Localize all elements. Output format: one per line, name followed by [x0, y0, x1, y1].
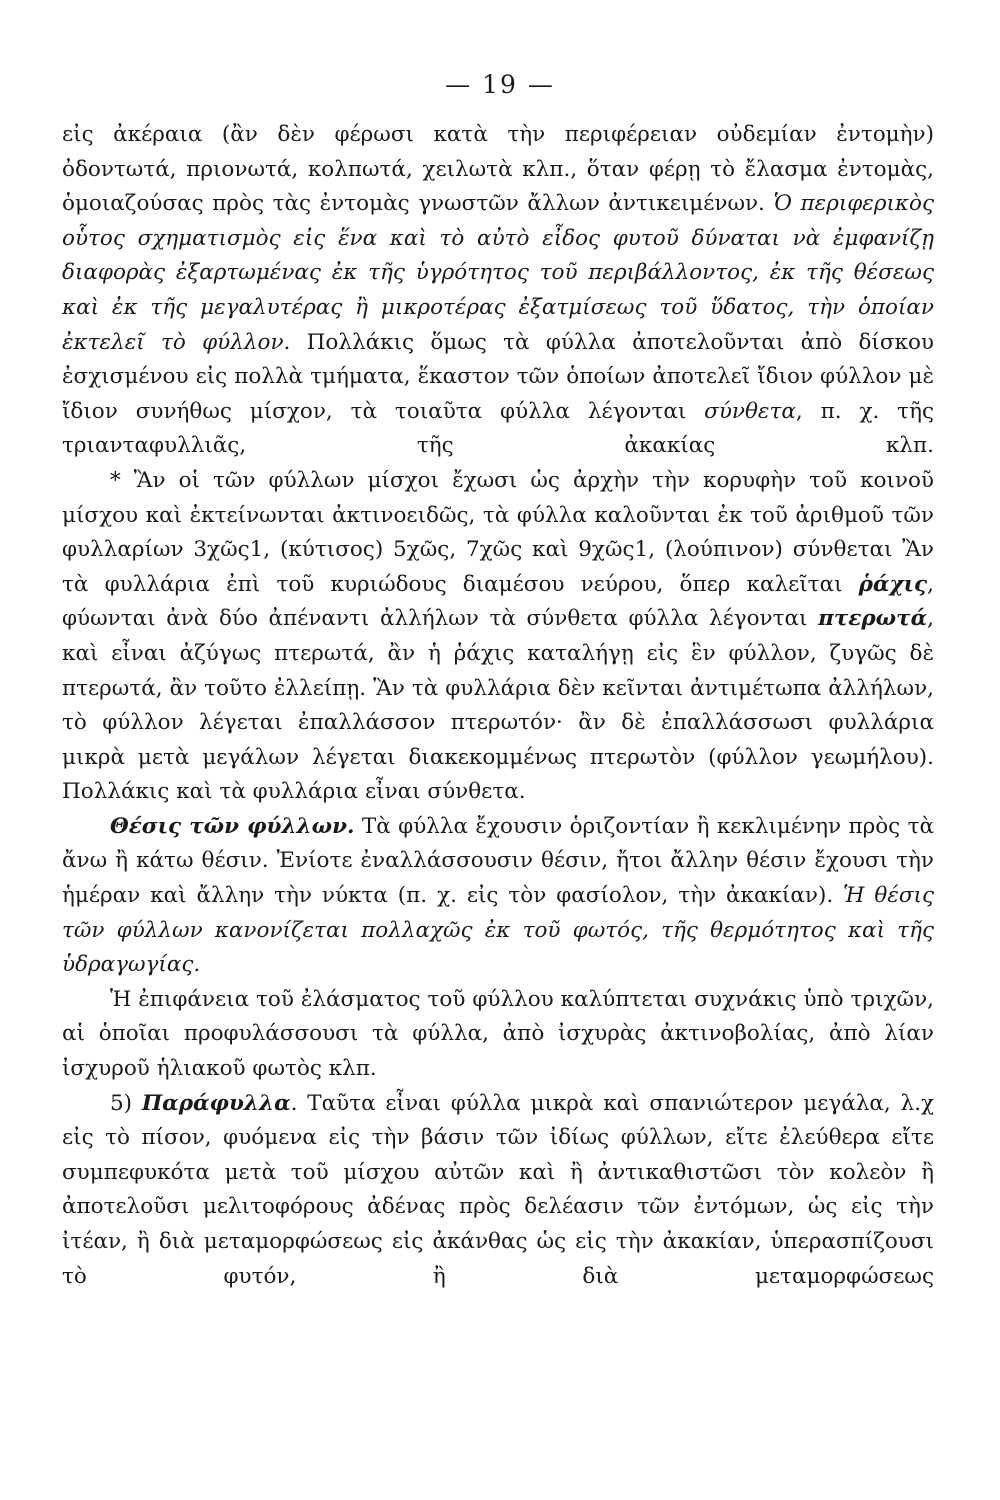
text-span: Τὰ φύλλα ἔχουσιν ὁριζοντίαν ἢ κεκλιμένην πρὸς τὰ ἄνω ἢ κάτω θέσιν. Ἐνίοτε ἐναλλάσσουσιν θέσιν, ἤτοι ἄλλην θέσιν ἔχουσι τὴν ἡμέραν καὶ ἄλλην τὴν νύκτα (π. χ. εἰς τὸν φασίολον, τὴν ἀκακίαν). — [62, 813, 935, 909]
term-rachis: ῥάχις — [858, 571, 928, 597]
paragraph-leaf-position — [62, 810, 934, 983]
text-span-italic: σύνθετα — [704, 398, 796, 424]
section-heading: Θέσις τῶν φύλλων. — [110, 813, 355, 839]
text-span: , καὶ εἶναι ἀζύγως πτερωτά, ἂν ἡ ῥάχις καταλήγῃ εἰς ἓν φύλλον, ζυγῶς δὲ πτερωτά, ἂν τοῦτο ἐλλείπῃ. Ἂν τὰ φυλλάρια δὲν κεῖνται ἀντιμέτωπα ἀλλήλων, τὸ φύλλον λέγεται ἐπαλλάσσον πτερωτόν· ἂν δὲ ἐπαλλάσσωσι φυλλάρια μικρὰ μετὰ μεγάλων λέγεται διακεκομμένως πτερωτὸν (φύλλον γεωμήλου). Πολλάκις καὶ τὰ φυλλάρια εἶναι σύνθετα. — [62, 606, 934, 805]
text-span: , φύωνται ἀνὰ δύο ἀπέναντι ἀλλήλων τὰ σύνθετα φύλλα λέγονται — [62, 571, 934, 632]
text-span-italic: Ἡ θέσις τῶν φύλλων κανονίζεται πολλαχῶς ἐκ τοῦ φωτός, τῆς θερμότητος καὶ τῆς ὑδραγωγίας. — [62, 883, 934, 978]
list-number: 5) — [110, 1090, 142, 1116]
text-span: Ἡ ἐπιφάνεια τοῦ ἐλάσματος τοῦ φύλλου καλύπτεται συχνάκις ὑπὸ τριχῶν, αἱ ὁποῖαι προφυλάσσουσι τὰ φύλλα, ἀπὸ ἰσχυρὰς ἀκτινοβολίας, ἀπὸ λίαν ἰσχυροῦ ἡλιακοῦ φωτὸς κλπ. — [62, 986, 934, 1082]
body-text — [62, 118, 934, 1294]
page-number: — 19 — — [445, 70, 555, 99]
text-span: εἰς ἀκέραια (ἂν δὲν φέρωσι κατὰ τὴν περιφέρειαν οὐδεμίαν ἐντομὴν) ὀδοντωτά, πριονωτά, κολπωτά, χειλωτὰ κλπ., ὅταν φέρῃ τὸ ἔλασμα ἐντομὰς, ὁμοιαζούσας πρὸς τὰς ἐντομὰς γνωστῶν ἄλλων ἀντικειμένων. — [62, 122, 934, 217]
paragraph-leaf-margins — [62, 118, 934, 464]
text-span-italic: Ὁ περιφερικὸς οὗτος σχηματισμὸς εἰς ἕνα καὶ τὸ αὐτὸ εἶδος φυτοῦ δύναται νὰ ἐμφανίζῃ διαφορὰς ἐξαρτωμένας ἐκ τῆς ὑγρότητος τοῦ περιβάλλοντος, ἐκ τῆς θέσεως καὶ ἐκ τῆς μεγαλυτέρας ἢ μικροτέρας ἐξατμίσεως τοῦ ὕδατος, τὴν ὁποίαν ἐκτελεῖ τὸ φύλλον. — [62, 191, 935, 355]
paragraph-leaf-surface — [62, 983, 934, 1087]
text-span: * Ἂν οἱ τῶν φύλλων μίσχοι ἔχωσι ὡς ἀρχὴν τὴν κορυφὴν τοῦ κοινοῦ μίσχου καὶ ἐκτείνωνται ἀκτινοειδῶς, τὰ φύλλα καλοῦνται ἐκ τοῦ ἀριθμοῦ τῶν φυλλαρίων 3χῶς1, (κύτισος) 5χῶς, 7χῶς καὶ 9χῶς1, (λούπινον) σύνθεται Ἂν τὰ φυλλάρια ἐπὶ τοῦ κυριώδους διαμέσου νεύρου, ὅπερ καλεῖται — [62, 467, 934, 597]
text-span: , π. χ. τῆς τριανταφυλλιᾶς, τῆς ἀκακίας κλπ. — [62, 398, 934, 459]
term-pterota: πτερωτά — [818, 606, 928, 632]
text-span: . Ταῦτα εἶναι φύλλα μικρὰ καὶ σπανιώτερον μεγάλα, λ.χ εἰς τὸ πίσον, φυόμενα εἰς τὴν βάσιν τῶν ἰδίως φύλλων, εἴτε ἐλεύθερα εἴτε συμπεφυκότα μετὰ τοῦ μίσχου αὐτῶν καὶ ἢ ἀντικαθιστῶσι τὸν κολεὸν ἢ ἀποτελοῦσι μελιτοφόρους ἀδένας πρὸς δελέασιν τῶν ἐντόμων, ὡς εἰς τὴν ἰτέαν, ἢ διὰ μεταμορφώσεως εἰς ἀκάνθας ὡς εἰς τὴν ἀκακίαν, ὑπερασπίζουσι τὸ φυτόν, ἢ διὰ μεταμορφώσεως — [62, 1090, 934, 1289]
section-heading: Παράφυλλα — [141, 1090, 291, 1116]
text-span: Πολλάκις ὅμως τὰ φύλλα ἀποτελοῦνται ἀπὸ δίσκου ἐσχισμένου εἰς πολλὰ τμήματα, ἕκαστον τῶν ὁποίων ἀποτελεῖ ἴδιον φύλλον μὲ ἴδιον συνήθως μίσχον, τὰ τοιαῦτα φύλλα λέγονται — [62, 329, 934, 424]
paragraph-stipules — [62, 1087, 934, 1295]
paragraph-compound-leaves — [62, 464, 934, 810]
